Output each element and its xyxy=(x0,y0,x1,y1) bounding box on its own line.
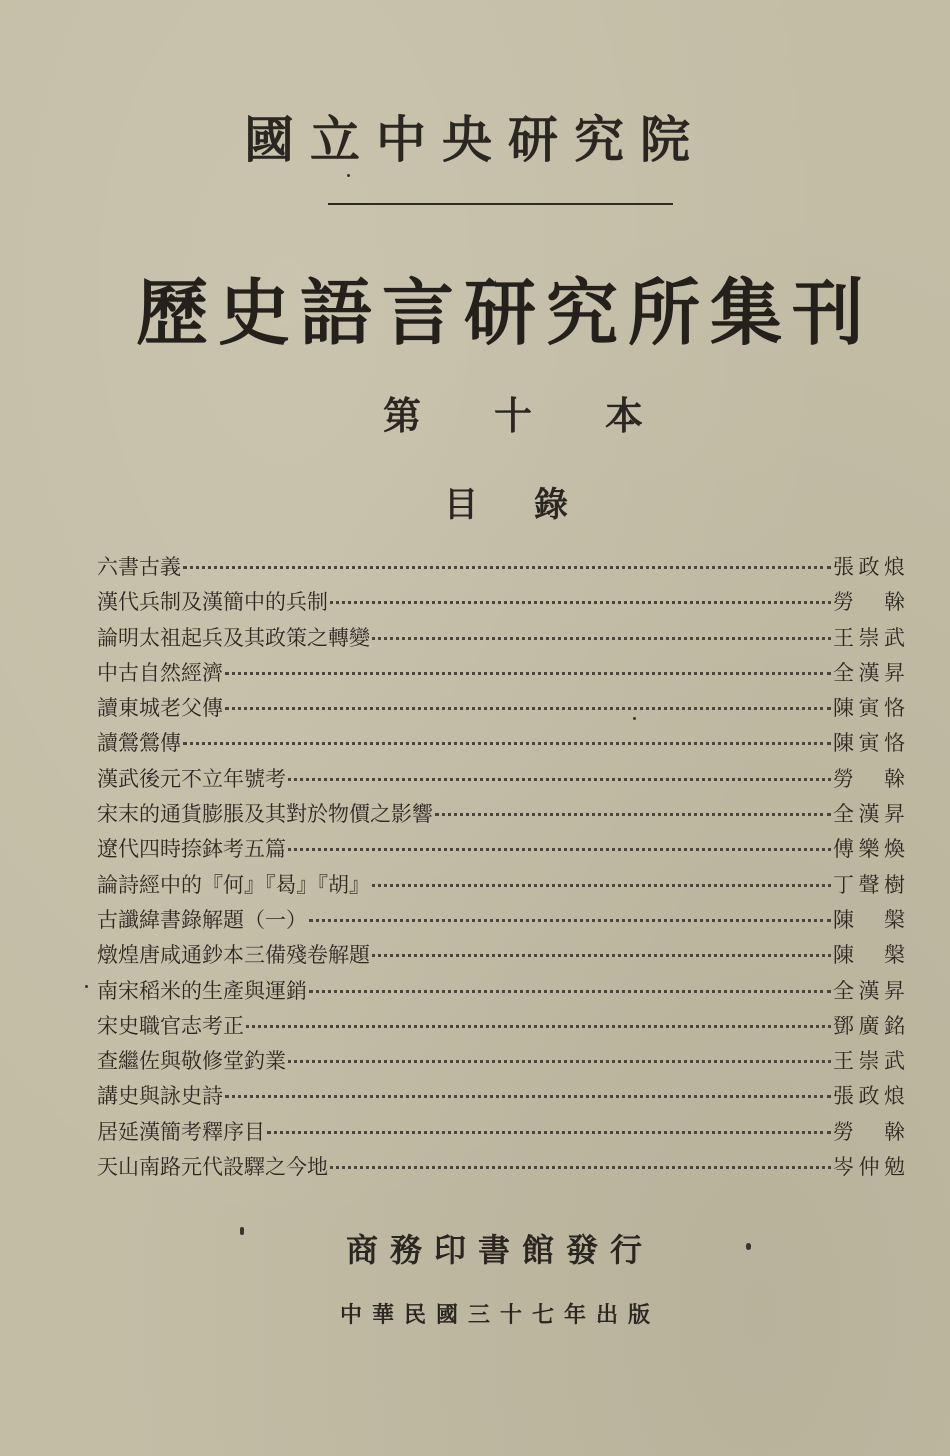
toc-entry-title: 宋末的通貨膨脹及其對於物價之影響 xyxy=(97,802,433,827)
toc-entry xyxy=(97,938,905,973)
toc-entry-title: 南宋稻米的生產與運銷 xyxy=(97,978,307,1003)
toc-entry-author: 岑仲勉 xyxy=(833,1155,905,1180)
toc-entry xyxy=(97,621,905,656)
toc-entry-title: 六書古義 xyxy=(97,555,181,579)
toc-entry-title: 論詩經中的『何』『曷』『胡』 xyxy=(97,872,370,897)
ink-speck xyxy=(746,1243,751,1250)
toc-entry-author: 陳寅恪 xyxy=(833,731,905,756)
toc-entry-author: 陳寅恪 xyxy=(833,696,905,721)
toc-entry-title: 查繼佐與敬修堂釣業 xyxy=(97,1049,286,1074)
toc-leader-dots xyxy=(225,672,831,675)
toc-leader-dots xyxy=(225,707,831,710)
toc-entry-author: 勞 榦 xyxy=(833,590,905,615)
contents-heading xyxy=(444,477,568,526)
toc-leader-dots xyxy=(225,1095,831,1098)
toc-entry xyxy=(97,1115,905,1150)
toc-entry-title: 遼代四時捺鉢考五篇 xyxy=(97,837,286,862)
toc-entry xyxy=(97,832,905,867)
toc-entry xyxy=(97,797,905,832)
toc-leader-dots xyxy=(309,990,831,993)
toc-leader-dots xyxy=(183,742,831,745)
toc-leader-dots xyxy=(330,1166,831,1169)
toc-leader-dots xyxy=(288,778,831,781)
toc-entry xyxy=(97,585,905,620)
toc-entry xyxy=(97,1044,905,1079)
toc-entry-title: 中古自然經濟 xyxy=(97,660,223,685)
toc-entry-author: 王崇武 xyxy=(833,625,905,650)
toc-leader-dots xyxy=(288,848,831,851)
toc-leader-dots xyxy=(309,919,831,922)
toc-entry-author: 丁聲樹 xyxy=(833,872,905,897)
volume-char: 本 xyxy=(604,393,643,438)
title-divider xyxy=(328,203,673,205)
volume-label xyxy=(383,385,643,440)
toc-entry-title: 居延漢簡考釋序目 xyxy=(97,1119,265,1144)
toc-entry xyxy=(97,1079,905,1114)
toc-entry-title: 講史與詠史詩 xyxy=(97,1084,223,1109)
toc-entry xyxy=(97,974,905,1009)
toc-leader-dots xyxy=(330,601,831,604)
toc-leader-dots xyxy=(435,813,831,816)
toc-leader-dots xyxy=(372,954,831,957)
toc-entry-author: 勞 榦 xyxy=(833,1119,905,1144)
toc-entry-author: 鄧廣銘 xyxy=(833,1013,905,1038)
toc-entry xyxy=(97,903,905,938)
volume-char: 第 xyxy=(383,393,422,438)
contents-char: 目 xyxy=(444,485,478,525)
toc-entry-title: 讀鶯鶯傳 xyxy=(97,731,181,756)
toc-entry-author: 全漢昇 xyxy=(833,660,905,685)
toc-leader-dots xyxy=(288,1060,831,1063)
toc-entry xyxy=(97,550,905,585)
toc-entry-title: 讀東城老父傳 xyxy=(97,696,223,721)
journal-title: 歷史語言研究所集刊 xyxy=(135,270,874,355)
institution-name: 國立中央研究院 xyxy=(244,110,706,169)
toc-entry-author: 全漢昇 xyxy=(833,802,905,827)
ink-speck xyxy=(347,174,350,177)
publisher: 商務印書館發行 xyxy=(345,1231,654,1269)
toc-entry xyxy=(97,762,905,797)
toc-entry-author: 全漢昇 xyxy=(833,978,905,1003)
toc-entry xyxy=(97,868,905,903)
toc-entry-author: 傅樂煥 xyxy=(833,837,905,862)
toc-entry-title: 燉煌唐咸通鈔本三備殘卷解題 xyxy=(97,943,370,968)
ink-speck xyxy=(85,985,88,988)
toc-entry-author: 張政烺 xyxy=(833,555,905,579)
ink-speck xyxy=(240,1227,244,1235)
toc-entry-author: 張政烺 xyxy=(833,1084,905,1109)
toc-leader-dots xyxy=(183,566,831,569)
toc-entry-title: 漢武後元不立年號考 xyxy=(97,766,286,791)
table-of-contents xyxy=(97,550,905,1185)
toc-entry-author: 勞 榦 xyxy=(833,766,905,791)
toc-leader-dots xyxy=(372,884,831,887)
toc-entry-title: 論明太祖起兵及其政策之轉變 xyxy=(97,625,370,650)
toc-entry xyxy=(97,656,905,691)
volume-char: 十 xyxy=(493,393,532,438)
toc-entry xyxy=(97,1150,905,1185)
publication-date: 中華民國三十七年出版 xyxy=(339,1302,660,1328)
toc-entry-title: 宋史職官志考正 xyxy=(97,1013,244,1038)
toc-entry-title: 天山南路元代設驛之今地 xyxy=(97,1155,328,1180)
toc-leader-dots xyxy=(372,637,831,640)
toc-entry xyxy=(97,726,905,761)
toc-entry-author: 陳 槃 xyxy=(833,943,905,968)
toc-entry-title: 古讖緯書錄解題（一） xyxy=(97,907,307,932)
toc-entry-author: 王崇武 xyxy=(833,1049,905,1074)
ink-speck xyxy=(633,717,636,720)
toc-entry xyxy=(97,691,905,726)
toc-entry-title: 漢代兵制及漢簡中的兵制 xyxy=(97,590,328,615)
toc-entry xyxy=(97,1009,905,1044)
toc-leader-dots xyxy=(267,1131,831,1134)
toc-entry-author: 陳 槃 xyxy=(833,907,905,932)
toc-leader-dots xyxy=(246,1025,831,1028)
contents-char: 錄 xyxy=(534,485,568,525)
